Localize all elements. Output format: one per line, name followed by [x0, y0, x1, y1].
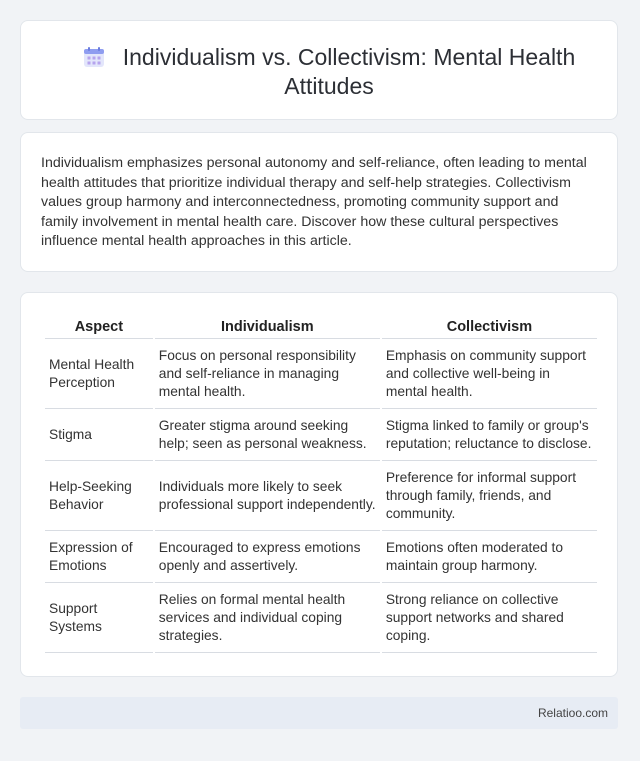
- collectivism-cell: Stigma linked to family or group's reputation; reluctance to disclose.: [382, 409, 597, 461]
- header-individualism: Individualism: [155, 315, 380, 339]
- intro-paragraph: Individualism emphasizes personal autonomy and self-reliance, often leading to mental health attitudes that prioritize individual therapy and self-help strategies. Collectivism values group harmony and interconnectedness, promoting community support and family involvement in mental health care. Discover how these cultural perspectives influence mental health approaches in this article.: [41, 155, 587, 250]
- footer-bar: [20, 697, 618, 729]
- individualism-cell: Relies on formal mental health services and individual coping strategies.: [155, 583, 380, 653]
- collectivism-cell: Emphasis on community support and collective well-being in mental health.: [382, 339, 597, 409]
- aspect-cell: Stigma: [45, 409, 153, 461]
- comparison-card: [20, 292, 618, 677]
- individualism-cell: Focus on personal responsibility and self-reliance in managing mental health.: [155, 339, 380, 409]
- collectivism-cell: Preference for informal support through family, friends, and community.: [382, 461, 597, 531]
- collectivism-cell: Emotions often moderated to maintain group harmony.: [382, 531, 597, 583]
- table-row: [45, 461, 597, 531]
- individualism-cell: Encouraged to express emotions openly and assertively.: [155, 531, 380, 583]
- page-title-container: [61, 43, 597, 101]
- table-row: [45, 531, 597, 583]
- table-row: [45, 583, 597, 653]
- page-title: Individualism vs. Collectivism: Mental Health Attitudes: [122, 44, 576, 99]
- title-card: [20, 20, 618, 120]
- footer-brand-link[interactable]: Relatioo.com: [537, 706, 608, 720]
- aspect-cell: Help-Seeking Behavior: [45, 461, 153, 531]
- header-aspect: Aspect: [45, 315, 153, 339]
- aspect-cell: Expression of Emotions: [45, 531, 153, 583]
- table-row: [45, 409, 597, 461]
- intro-card: [20, 132, 618, 272]
- aspect-cell: Support Systems: [45, 583, 153, 653]
- collectivism-cell: Strong reliance on collective support networks and shared coping.: [382, 583, 597, 653]
- individualism-cell: Individuals more likely to seek professional support independently.: [155, 461, 380, 531]
- individualism-cell: Greater stigma around seeking help; seen as personal weakness.: [155, 409, 380, 461]
- header-collectivism: Collectivism: [382, 315, 597, 339]
- table-row: [45, 339, 597, 409]
- comparison-table: [43, 315, 599, 653]
- calendar-icon: [83, 46, 105, 68]
- table-header-row: [45, 315, 597, 339]
- aspect-cell: Mental Health Perception: [45, 339, 153, 409]
